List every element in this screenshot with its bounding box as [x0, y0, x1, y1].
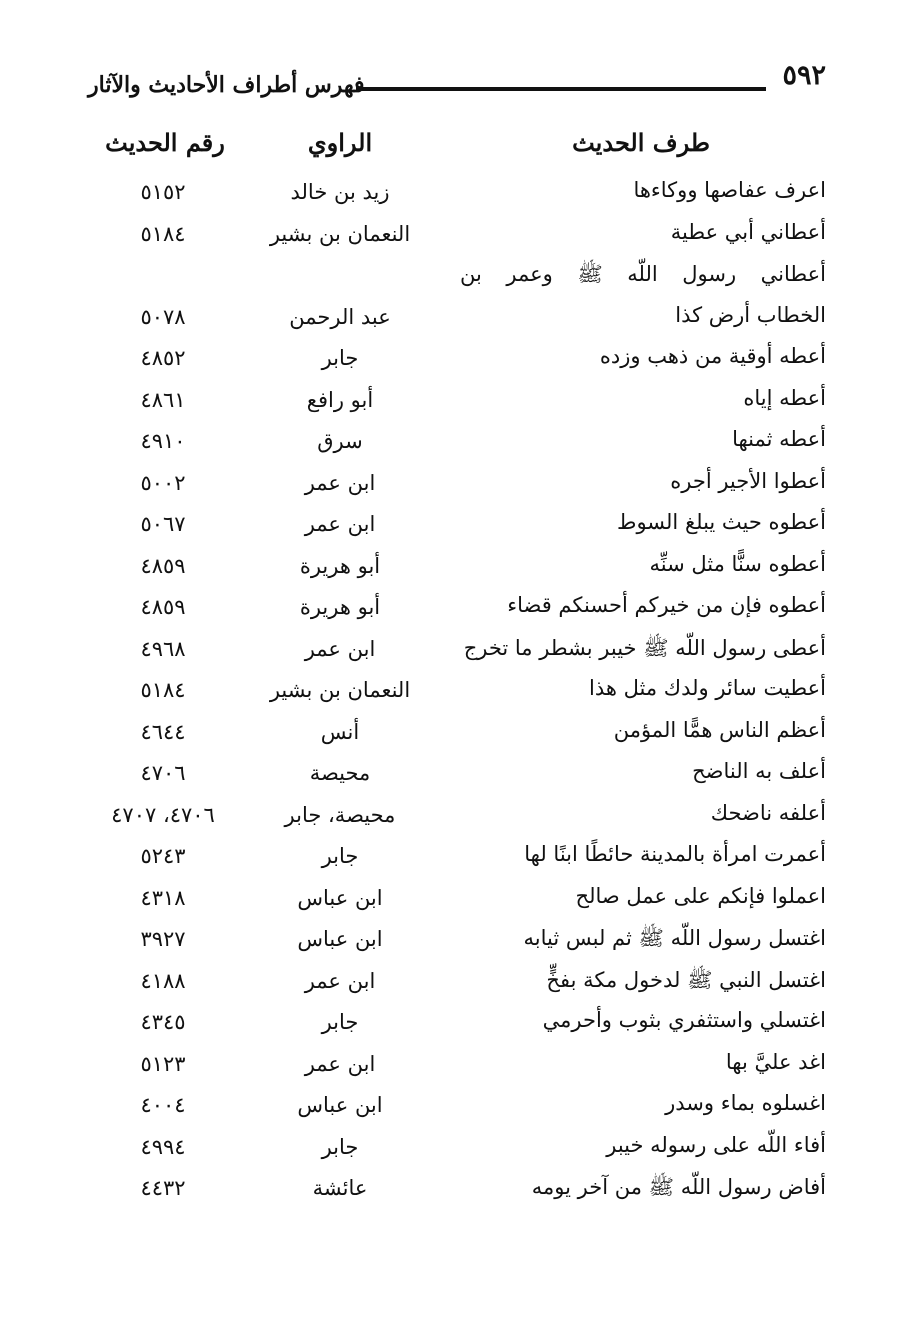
hadith-number: ٤١٨٨ — [140, 968, 186, 993]
hadith-number: ٥١٨٤ — [140, 678, 186, 702]
hadith-text: أعطه إياه — [743, 385, 826, 410]
page-header — [88, 58, 826, 108]
narrator-name: أبو رافع — [306, 387, 374, 412]
index-table — [0, 174, 924, 1212]
column-header-hadith: طرف الحديث — [572, 128, 710, 157]
hadith-text: أعطوه فإن من خيركم أحسنكم قضاء — [507, 593, 826, 617]
hadith-number: ٤٩٦٨ — [140, 636, 186, 661]
hadith-number: ٤٨٦١ — [140, 387, 186, 412]
running-title: فهرس أطراف الأحاديث والآثار — [88, 72, 365, 98]
narrator-name: عائشة — [312, 1176, 368, 1200]
hadith-text: اغد عليَّ بها — [725, 1049, 826, 1074]
narrator-name: ابن عمر — [304, 636, 376, 661]
table-row — [0, 631, 924, 673]
narrator-name: سرق — [317, 429, 363, 453]
hadith-text: أعطوه حيث يبلغ السوط — [617, 510, 826, 534]
hadith-text: اغتسلي واستثفري بثوب وأحرمي — [542, 1008, 826, 1032]
hadith-text: أعظم الناس همًّا المؤمن — [613, 717, 826, 742]
table-row — [0, 299, 924, 341]
hadith-text: أعطى رسول اللّه ﷺ خيبر بشطر ما تخرج — [463, 635, 826, 660]
hadith-number: ٥٠٧٨ — [140, 304, 186, 329]
table-row — [0, 465, 924, 507]
hadith-text: اغتسل النبي ﷺ لدخول مكة بفخٍّ — [546, 967, 826, 992]
table-row — [0, 838, 924, 880]
hadith-text: أفاء اللّه على رسوله خيبر — [606, 1132, 826, 1157]
narrator-name: عبد الرحمن — [289, 304, 391, 329]
hadith-number: ٣٩٢٧ — [140, 927, 186, 951]
hadith-number: ٤٠٠٤ — [140, 1093, 186, 1117]
hadith-number: ٥١٥٢ — [140, 180, 186, 204]
table-row — [0, 755, 924, 797]
hadith-number: ٥٢٤٣ — [140, 844, 186, 868]
hadith-number: ٤٦٤٤ — [140, 719, 186, 744]
page-number: ٥٩٢ — [782, 60, 826, 91]
narrator-name: جابر — [321, 1010, 359, 1034]
table-row — [0, 506, 924, 548]
table-row — [0, 714, 924, 756]
hadith-number: ٤٨٥٢ — [140, 346, 186, 370]
hadith-text: أعطه ثمنها — [732, 427, 826, 451]
narrator-name: جابر — [321, 1134, 359, 1159]
table-row — [0, 1004, 924, 1046]
narrator-name: ابن عمر — [304, 512, 376, 536]
table-row — [0, 672, 924, 714]
narrator-name: ابن عمر — [304, 968, 376, 993]
hadith-number: ٤٧٠٦ — [140, 761, 186, 785]
hadith-number: ٤٤٣٢ — [140, 1176, 186, 1200]
table-row — [0, 423, 924, 465]
narrator-name: زيد بن خالد — [290, 180, 390, 204]
narrator-name: أبو هريرة — [299, 553, 381, 578]
hadith-text: أعطوا الأجير أجره — [670, 468, 826, 493]
hadith-text: اغسلوه بماء وسدر — [665, 1091, 826, 1115]
table-row — [0, 1046, 924, 1088]
hadith-number: ٥١٨٤ — [140, 221, 186, 246]
table-row — [0, 589, 924, 631]
table-row — [0, 548, 924, 590]
hadith-text: اعملوا فإنكم على عمل صالح — [575, 883, 826, 908]
narrator-name: محيصة، جابر — [284, 802, 396, 827]
hadith-number: ٥٠٦٧ — [140, 512, 186, 536]
hadith-text: أفاض رسول اللّه ﷺ من آخر يومه — [531, 1175, 826, 1199]
narrator-name: النعمان بن بشير — [269, 221, 411, 246]
table-row — [0, 880, 924, 922]
table-row — [0, 174, 924, 216]
narrator-name: أبو هريرة — [299, 595, 381, 619]
header-rule — [356, 87, 766, 91]
table-row — [0, 921, 924, 963]
hadith-number: ٤٣١٨ — [140, 885, 186, 910]
hadith-text: اغتسل رسول اللّه ﷺ ثم لبس ثيابه — [523, 926, 826, 950]
hadith-number: ٤٨٥٩ — [140, 595, 186, 619]
table-row — [0, 1170, 924, 1212]
hadith-number: ٤٧٠٦، ٤٧٠٧ — [111, 802, 215, 827]
hadith-text: أعطيت سائر ولدك مثل هذا — [589, 676, 826, 700]
hadith-number: ٤٩١٠ — [140, 429, 186, 453]
hadith-number: ٤٩٩٤ — [140, 1134, 186, 1159]
hadith-text: أعطاني رسول اللّه ﷺ وعمر بن — [460, 262, 826, 286]
hadith-number: ٤٣٤٥ — [140, 1010, 186, 1034]
narrator-name: ابن عمر — [304, 470, 376, 495]
hadith-number: ٤٨٥٩ — [140, 553, 186, 578]
hadith-number: ٥١٢٣ — [140, 1051, 186, 1076]
hadith-text: أعطاني أبي عطية — [670, 219, 826, 244]
hadith-text: الخطاب أرض كذا — [675, 302, 826, 327]
hadith-text: أعلف به الناضح — [692, 759, 826, 783]
hadith-text: أعطوه سنًّا مثل سنِّه — [649, 551, 826, 576]
narrator-name: جابر — [321, 844, 359, 868]
narrator-name: النعمان بن بشير — [269, 678, 411, 702]
narrator-name: ابن عباس — [297, 927, 383, 951]
column-header-narrator: الراوي — [307, 128, 373, 157]
table-row — [0, 382, 924, 424]
table-row — [0, 340, 924, 382]
hadith-text: اعرف عفاصها ووكاءها — [633, 178, 826, 202]
narrator-name: أنس — [320, 719, 360, 744]
narrator-name: ابن عمر — [304, 1051, 376, 1076]
hadith-text: أعطه أوقية من ذهب وزده — [599, 344, 826, 368]
column-header-number: رقم الحديث — [105, 128, 225, 157]
hadith-text: أعلفه ناضحك — [710, 800, 826, 825]
table-row — [0, 257, 924, 299]
narrator-name: ابن عباس — [297, 885, 383, 910]
hadith-number: ٥٠٠٢ — [140, 470, 186, 495]
narrator-name: محيصة — [309, 761, 371, 785]
table-row — [0, 1087, 924, 1129]
table-row — [0, 963, 924, 1005]
narrator-name: ابن عباس — [297, 1093, 383, 1117]
table-row — [0, 797, 924, 839]
table-row — [0, 216, 924, 258]
narrator-name: جابر — [321, 346, 359, 370]
table-row — [0, 1129, 924, 1171]
hadith-text: أعمرت امرأة بالمدينة حائطًا ابنًا لها — [524, 842, 826, 866]
